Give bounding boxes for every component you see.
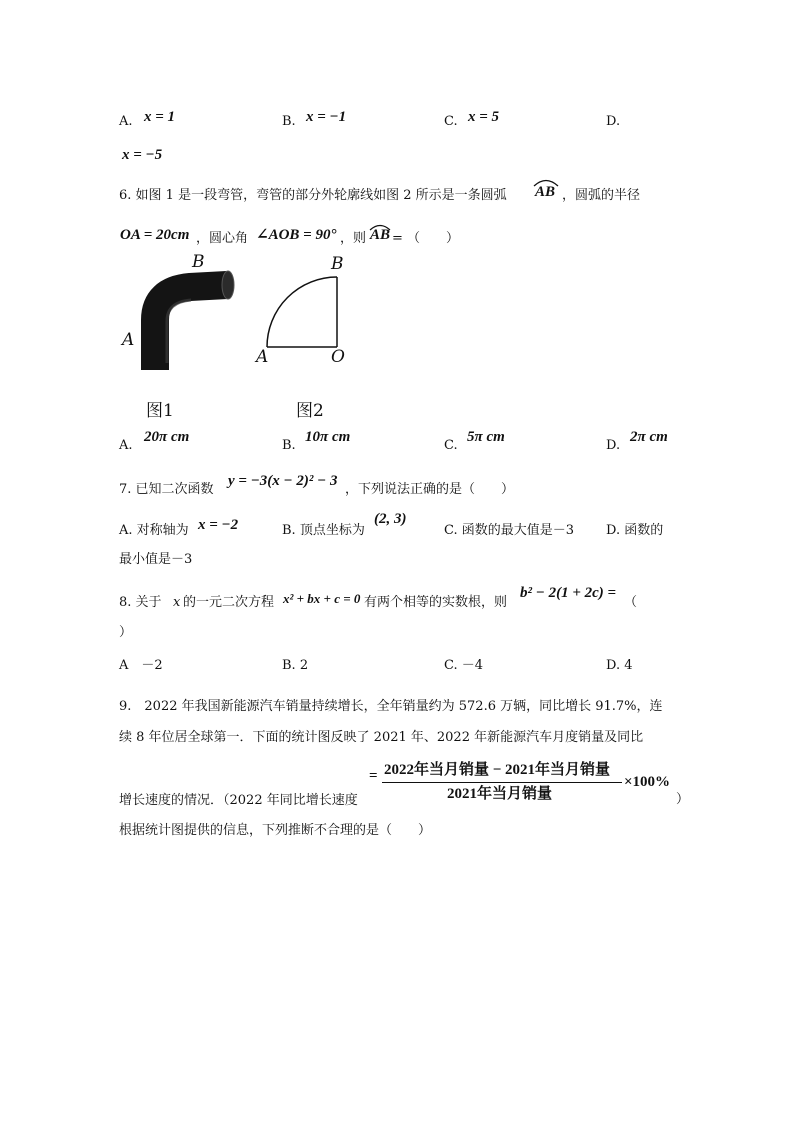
fig2-caption: 图2 (296, 401, 324, 421)
q8-text-4: （ (624, 595, 638, 610)
q6-option-c-math: 5π cm (467, 429, 505, 445)
q6-option-d-math: 2π cm (630, 429, 668, 445)
q7-text-1: 7. 已知二次函数 (119, 482, 214, 497)
arc-symbol (532, 177, 560, 187)
q7-math-func: y = −3(x − 2)² − 3 (228, 473, 338, 489)
q7-option-a-math: x = −2 (198, 517, 239, 533)
q6-arc-ab: AB (535, 184, 556, 200)
q6-option-b-label: B. (282, 438, 296, 453)
q5-option-a-label: A. (119, 114, 133, 129)
q8-option-b: B. 2 (282, 658, 309, 673)
q9-line-3: 增长速度的情况．（2022 年同比增长速度 (119, 793, 358, 808)
q8-option-c: C. －4 (444, 658, 484, 673)
q8-math-expr: b² − 2(1 + 2c) = (520, 585, 617, 601)
q8-option-d: D. 4 (606, 658, 633, 673)
figure-1-bent-pipe (115, 245, 255, 380)
q5-option-d-label: D. (606, 114, 621, 129)
fig1-caption: 图1 (146, 401, 174, 421)
q6-option-c-label: C. (444, 438, 458, 453)
q6-option-a-math: 20π cm (144, 429, 190, 445)
q8-text-5: ） (119, 625, 133, 640)
q9-fraction-bar (382, 782, 622, 783)
q6-text-5: = （ ） (392, 231, 460, 246)
q5-option-d-math: x = −5 (122, 147, 163, 163)
q9-frac-equals: = (369, 768, 378, 784)
q6-math-oa: OA = 20cm (120, 227, 190, 243)
q6-text-3: ，圆心角 (196, 231, 249, 246)
q6-option-d-label: D. (606, 438, 621, 453)
q6-math-angle: ∠AOB = 90° (256, 227, 337, 243)
fig2-label-b: B (331, 254, 344, 274)
fig1-label-b: B (192, 252, 205, 272)
q7-option-b-math: (2, 3) (374, 511, 407, 527)
q7-option-b-label: B. 顶点坐标为 (282, 523, 365, 538)
q9-line-1: 9. 2022 年我国新能源汽车销量持续增长，全年销量约为 572.6 万辆，同比增长 91.7%，连 (119, 699, 663, 714)
q7-text-2: ，下列说法正确的是（ ） (345, 482, 515, 497)
figure-2-quarter-arc (260, 270, 350, 355)
q9-line-4: 根据统计图提供的信息，下列推断不合理的是（ ） (119, 823, 432, 838)
q5-option-b-math: x = −1 (306, 109, 347, 125)
q7-option-a-label: A. 对称轴为 (119, 523, 189, 538)
q5-option-c-label: C. (444, 114, 458, 129)
q8-text-2: 的一元二次方程 (183, 595, 275, 610)
q5-option-b-label: B. (282, 114, 296, 129)
q9-frac-denominator: 2021年当月销量 (447, 786, 553, 802)
q8-var-x: x (173, 595, 181, 610)
q7-option-d-1: D. 函数的 (606, 523, 664, 538)
arc-symbol-2 (368, 222, 392, 231)
q8-text-1: 8. 关于 (119, 595, 162, 610)
q6-text-2: ，圆弧的半径 (562, 188, 641, 203)
fig2-label-o: O (331, 347, 345, 367)
q6-option-a-label: A. (119, 438, 133, 453)
q7-option-d-2: 最小值是－3 (119, 552, 193, 567)
q9-line-3-end: ） (676, 792, 690, 807)
fig1-label-a: A (122, 330, 135, 350)
q9-frac-multiplier: ×100% (624, 774, 671, 790)
q8-text-3: 有两个相等的实数根，则 (364, 595, 508, 610)
q9-line-2: 续 8 年位居全球第一．下面的统计图反映了 2021 年、2022 年新能源汽车月度销量及同比 (119, 730, 644, 745)
q9-frac-numerator: 2022年当月销量 − 2021年当月销量 (384, 762, 611, 778)
q6-text-4: ，则 (340, 231, 367, 246)
q8-option-a: A －2 (119, 658, 163, 673)
q5-option-c-math: x = 5 (468, 109, 500, 125)
q6-text-1: 6. 如图 1 是一段弯管，弯管的部分外轮廓线如图 2 所示是一条圆弧 (119, 188, 507, 203)
q5-option-a-math: x = 1 (144, 109, 176, 125)
q8-math-eq: x² + bx + c = 0 (283, 591, 361, 606)
q7-option-c: C. 函数的最大值是－3 (444, 523, 575, 538)
q6-arc-ab-2: AB (370, 227, 391, 243)
q6-option-b-math: 10π cm (305, 429, 351, 445)
fig2-label-a: A (256, 347, 269, 367)
